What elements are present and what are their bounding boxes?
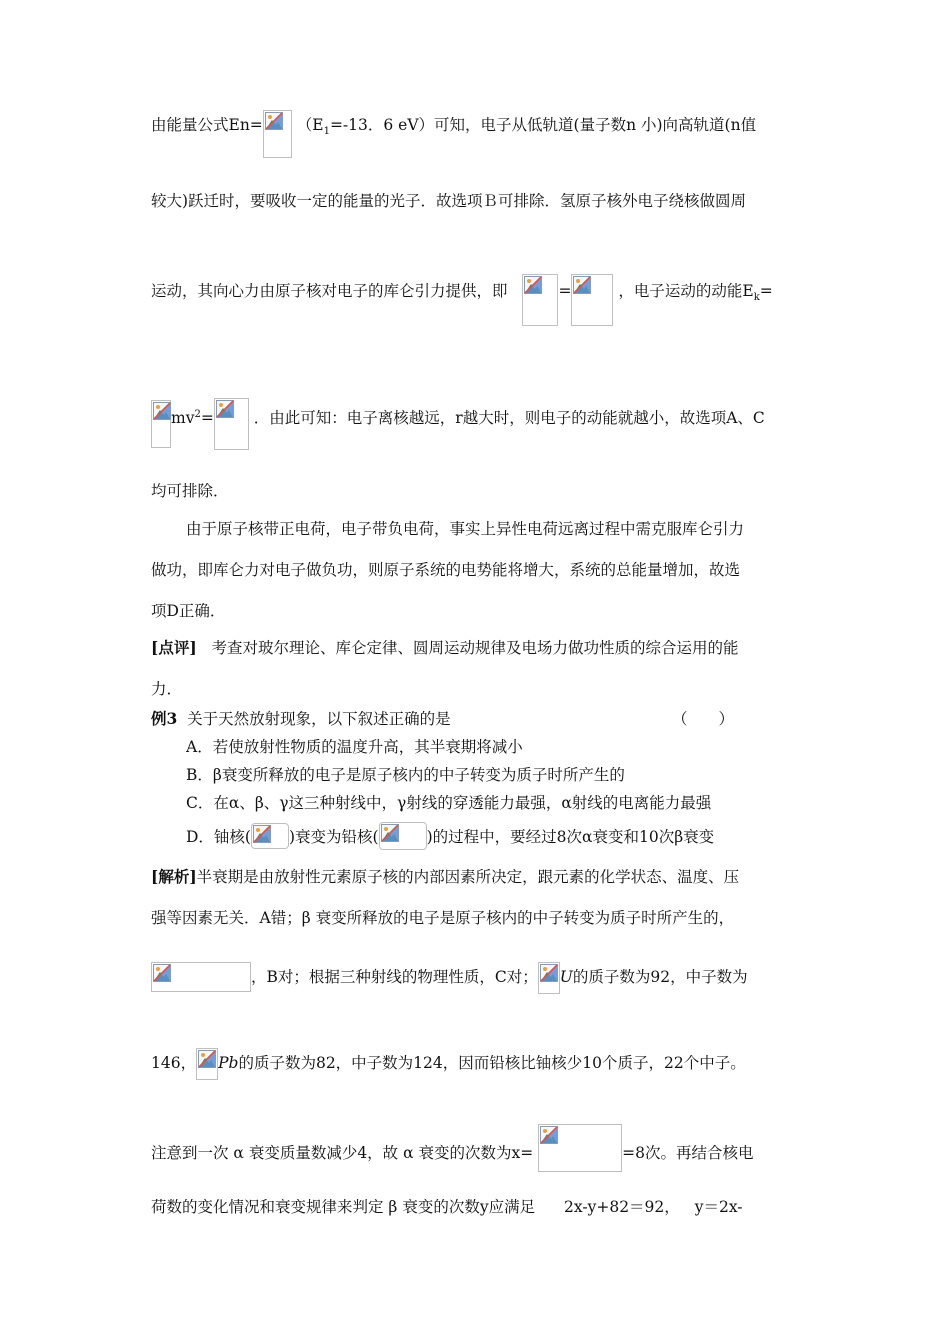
text-line: 力． (151, 680, 183, 698)
answer-paren: （ ） (672, 710, 735, 728)
formula-image-icon (522, 274, 558, 326)
option-c: C．在α、β、γ这三种射线中，γ射线的穿透能力最强，α射线的电离能力最强 (186, 794, 712, 812)
example-label: 例3 (151, 709, 178, 728)
option-a: A．若使放射性物质的温度升高，其半衰期将减小 (186, 738, 523, 756)
text-line: 较大)跃迁时，要吸收一定的能量的光子．故选项Ｂ可排除．氢原子核外电子绕核做圆周 (151, 192, 747, 210)
text-line: 由于原子核带正电荷，电子带负电荷，事实上异性电荷远离过程中需克服库仑引力 (186, 520, 745, 538)
formula-image-icon (538, 1124, 622, 1172)
formula-image-icon (263, 110, 292, 158)
text-line: 均可排除． (151, 482, 229, 500)
example-question: 例3 关于天然放射现象，以下叙述正确的是 (151, 709, 451, 728)
text-line: 注意到一次 α 衰变质量数减少4，故 α 衰变的次数为x= =8次。再结合核电 (151, 1142, 754, 1172)
formula-image-icon (151, 400, 171, 448)
text-line: 荷数的变化情况和衰变规律来判定 β 衰变的次数y应满足 2x-y+82＝92， y＝2x- (151, 1198, 743, 1216)
lead-symbol-image-icon (379, 822, 427, 850)
text-line: ，B对；根据三种射线的物理性质，C对； U的质子数为92，中子数为 (151, 966, 748, 994)
text-line: 146， Pb的质子数为82，中子数为124，因而铅核比铀核少10个质子，22个中子。 (151, 1052, 746, 1080)
analysis-label: [解析] (151, 867, 197, 886)
uranium-symbol-image-icon (538, 962, 560, 994)
uranium-symbol-image-icon (251, 823, 289, 849)
text-line: 由能量公式En= （$E_1=-13$．6 eV）可知，电子从低轨道(量子数n 小)向高轨道(n值 (151, 114, 756, 158)
analysis-line: [解析]半衰期是由放射性元素原子核的内部因素所决定，跟元素的化学状态、温度、压 (151, 867, 740, 886)
lead-symbol-image-icon (196, 1048, 218, 1080)
comment-line: [点评] 考查对玻尔理论、库仑定律、圆周运动规律及电场力做功性质的综合运用的能 (151, 638, 739, 657)
option-d: D．铀核( )衰变为铅核( )的过程中，要经过8次α衰变和10次β衰变 (186, 826, 714, 850)
text-line: 项D正确． (151, 602, 226, 620)
text-line: 运动，其向心力由原子核对电子的库仑引力提供，即 = ，电子运动的动能$E_k=$ (151, 280, 773, 326)
text-line: $mv^2=$ ．由此可知：电子离核越远，r越大时，则电子的动能就越小，故选项A、C (151, 404, 765, 450)
option-b: B．β衰变所释放的电子是原子核内的中子转变为质子时所产生的 (186, 766, 625, 784)
text-line: 强等因素无关．A错；β 衰变所释放的电子是原子核内的中子转变为质子时所产生的， (151, 909, 735, 927)
formula-image-icon (571, 274, 613, 326)
comment-label: [点评] (151, 638, 197, 657)
formula-image-icon (214, 398, 249, 450)
text-line: 做功，即库仑力对电子做负功，则原子系统的电势能将增大，系统的总能量增加，故选 (151, 561, 741, 579)
formula-image-icon (151, 962, 251, 992)
